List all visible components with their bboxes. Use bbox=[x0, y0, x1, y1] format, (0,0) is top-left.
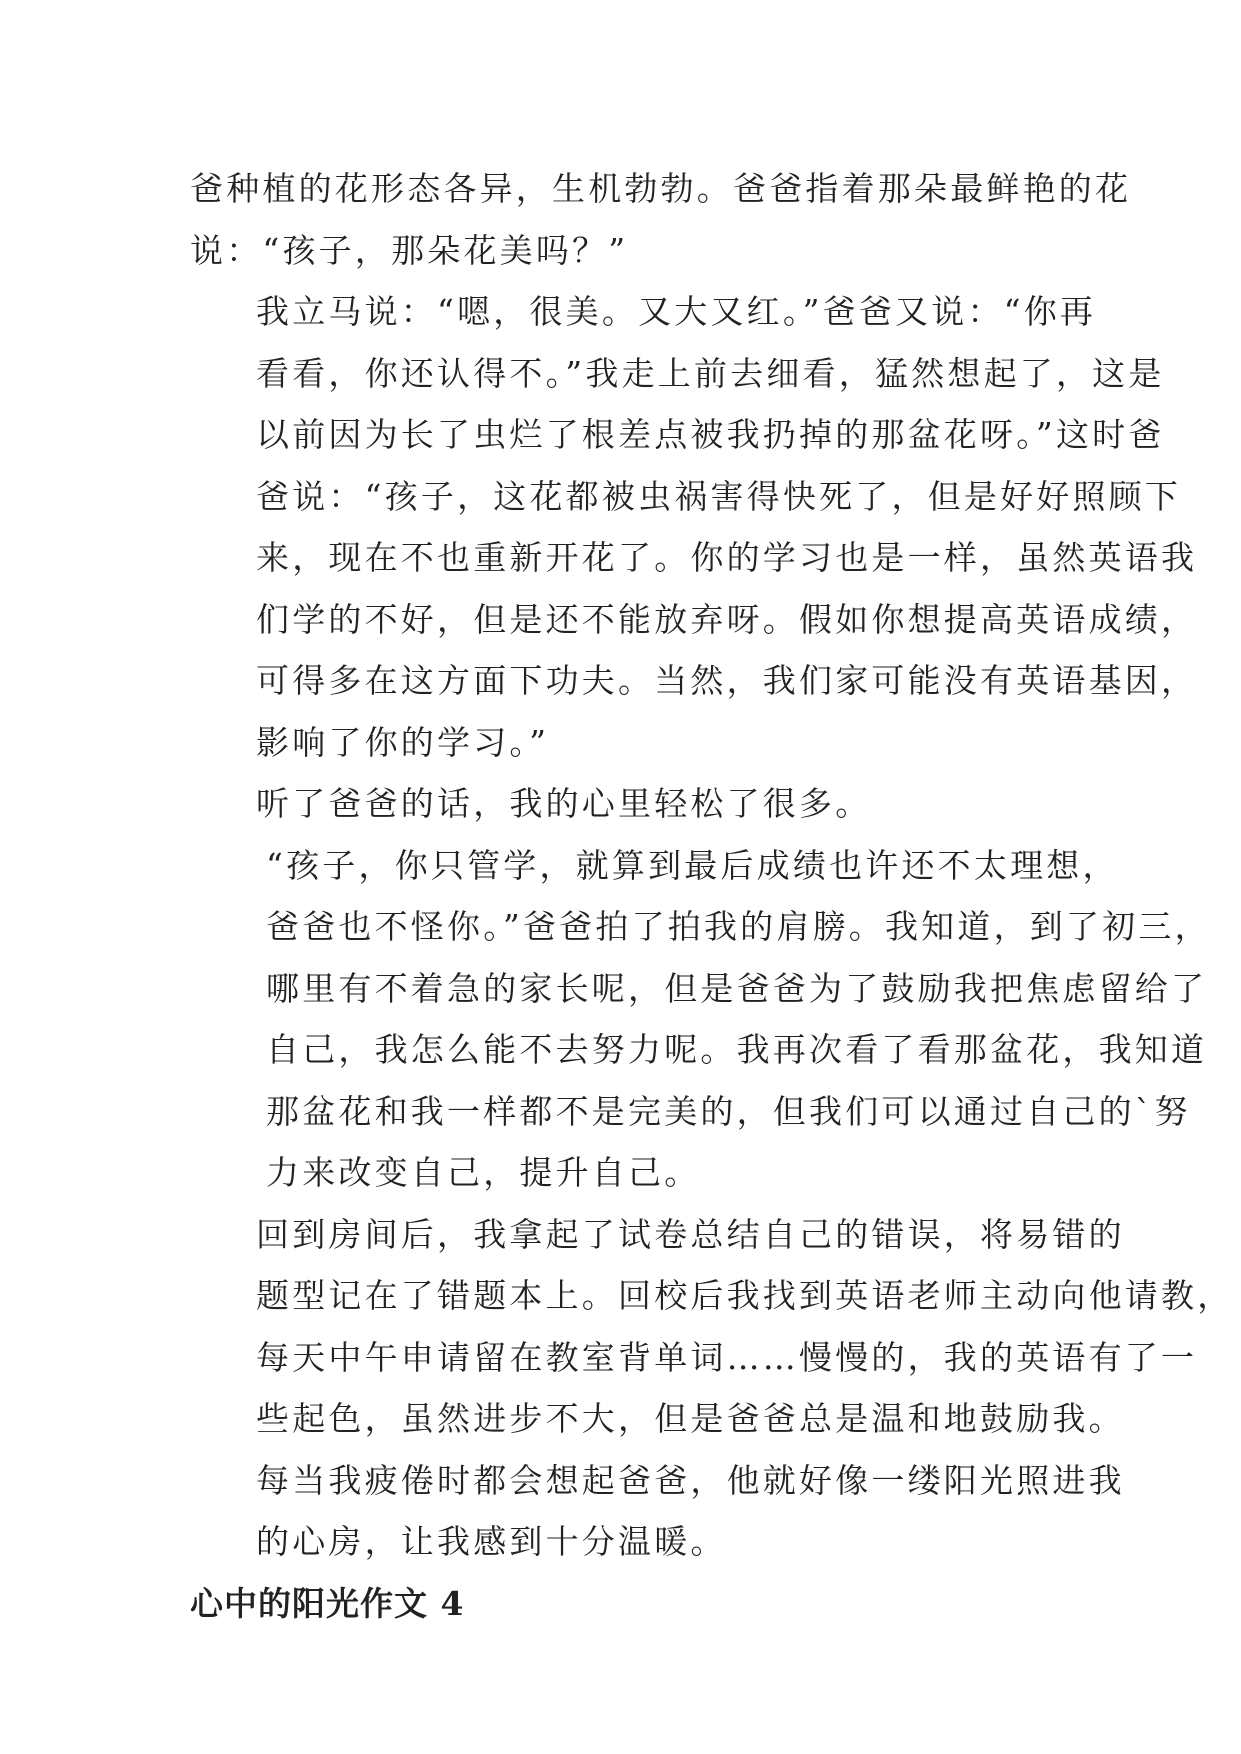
text-line: 的心房，让我感到十分温暖。 bbox=[256, 1522, 727, 1561]
text-line: 爸说：“孩子，这花都被虫祸害得快死了，但是好好照顾下 bbox=[256, 476, 1182, 516]
essay-heading: 心中的阳光作文 4 bbox=[190, 1583, 465, 1623]
text-line: 看看，你还认得不。”我走上前去细看，猛然想起了，这是 bbox=[256, 353, 1165, 393]
text-line: 每当我疲倦时都会想起爸爸，他就好像一缕阳光照进我 bbox=[256, 1460, 1125, 1500]
text-line: “孩子，你只管学，就算到最后成绩也许还不太理想， bbox=[266, 845, 1119, 885]
text-line: 我立马说：“嗯，很美。又大又红。”爸爸又说：“你再 bbox=[256, 292, 1097, 331]
text-line: 们学的不好，但是还不能放弃呀。假如你想提高英语成绩， bbox=[256, 599, 1198, 639]
paragraph-effort bbox=[190, 1204, 1234, 1450]
text-line: 自己，我怎么能不去努力呢。我再次看了看那盆花，我知道 bbox=[266, 1030, 1208, 1069]
text-line: 每天中午申请留在教室背单词……慢慢的，我的英语有了一 bbox=[256, 1337, 1198, 1377]
paragraph-relief bbox=[190, 773, 1060, 835]
text-line: 力来改变自己，提升自己。 bbox=[266, 1153, 701, 1192]
text-line: 哪里有不着急的家长呢，但是爸爸为了鼓励我把焦虑留给了 bbox=[266, 968, 1208, 1008]
text-line: 爸种植的花形态各异，生机勃勃。爸爸指着那朵最鲜艳的花 bbox=[190, 169, 1132, 208]
text-line: 爸爸也不怪你。”爸爸拍了拍我的肩膀。我知道，到了初三， bbox=[266, 907, 1211, 946]
paragraph-continued bbox=[190, 158, 1132, 281]
text-line: 以前因为长了虫烂了根差点被我扔掉的那盆花呀。”这时爸 bbox=[256, 415, 1165, 454]
text-line: 回到房间后，我拿起了试卷总结自己的错误，将易错的 bbox=[256, 1214, 1125, 1254]
text-line: 些起色，虽然进步不大，但是爸爸总是温和地鼓励我。 bbox=[256, 1399, 1125, 1438]
essay-body bbox=[190, 158, 1234, 1634]
text-line: 题型记在了错题本上。回校后我找到英语老师主动向他请教， bbox=[256, 1276, 1234, 1315]
text-line: 影响了你的学习。” bbox=[256, 722, 550, 762]
text-line: 听了爸爸的话，我的心里轻松了很多。 bbox=[256, 784, 872, 823]
text-line: 说：“孩子，那朵花美吗？” bbox=[190, 230, 629, 270]
paragraph-encouragement bbox=[190, 835, 1211, 1204]
paragraph-sunshine bbox=[190, 1450, 1125, 1573]
text-line: 来，现在不也重新开花了。你的学习也是一样，虽然英语我 bbox=[256, 538, 1198, 577]
paragraph-dialogue bbox=[190, 281, 1198, 773]
text-line: 那盆花和我一样都不是完美的，但我们可以通过自己的`努 bbox=[266, 1091, 1191, 1131]
text-line: 可得多在这方面下功夫。当然，我们家可能没有英语基因， bbox=[256, 661, 1198, 700]
